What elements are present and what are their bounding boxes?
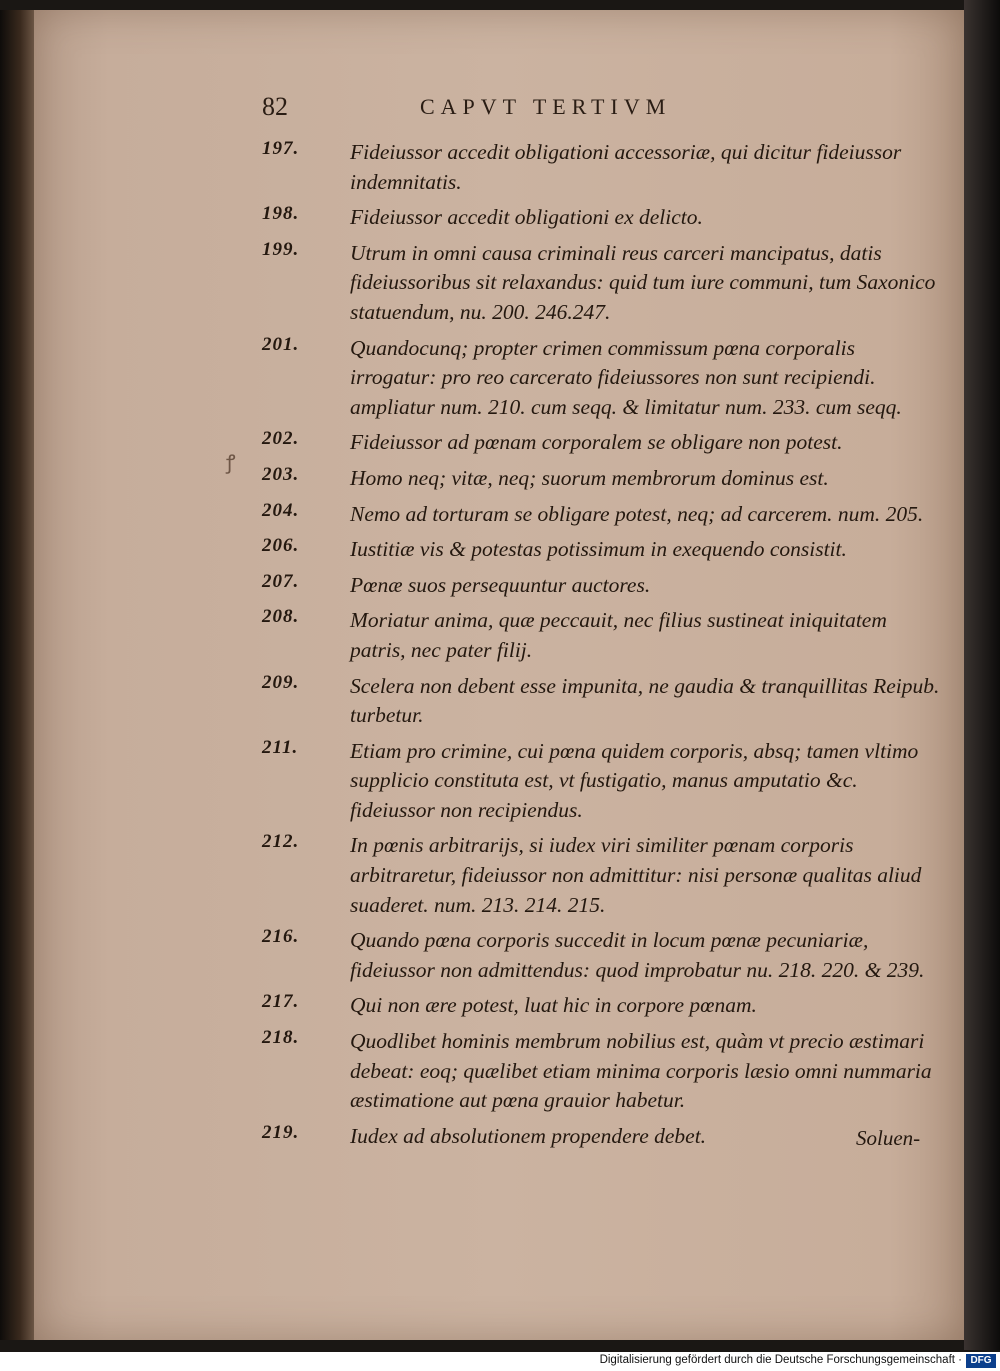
entry-text: Quodlibet hominis membrum nobilius est, quàm vt precio æstimari debeat: eoq; quælibet etiam minima corporis læsio omni nummaria æstimatione aut pœna grauior habetur.	[350, 1029, 932, 1113]
index-entry	[262, 334, 942, 423]
entry-number: 207.	[262, 570, 300, 592]
dfg-logo: DFG	[966, 1354, 996, 1368]
entry-number: 216.	[262, 926, 300, 948]
index-entry	[262, 500, 942, 530]
entry-text: Scelera non debent esse impunita, ne gaudia & tranquillitas Reipub. turbetur.	[350, 673, 940, 728]
entry-number: 199.	[262, 238, 300, 260]
entry-text: Iustitiæ vis & potestas potissimum in exequendo consistit.	[350, 537, 847, 562]
index-entry	[262, 535, 942, 565]
entry-number: 212.	[262, 831, 300, 853]
entry-number: 202.	[262, 428, 300, 450]
page-header	[262, 92, 782, 132]
entry-text: In pœnis arbitrarijs, si iudex viri similiter pœnam corporis arbitraretur, fideiussor non admittitur: nisi personæ qualitas aliud suaderet. num. 213. 214. 215.	[350, 833, 922, 917]
index-entry	[262, 926, 942, 985]
entry-text: Fideiussor accedit obligationi ex delicto.	[350, 205, 703, 230]
entry-text: Quandocunq; propter crimen commissum pœna corporalis irrogatur: pro reo carcerato fideiussores non sunt recipiendi. ampliatur num. 210. cum seqq. & limitatur num. 233. cum seqq.	[350, 335, 902, 419]
entry-number: 218.	[262, 1027, 300, 1049]
entry-text: Qui non ære potest, luat hic in corpore pœnam.	[350, 993, 757, 1018]
entry-text: Fideiussor ad pœnam corporalem se obligare non potest.	[350, 430, 843, 455]
page-edge-shadow	[964, 0, 1000, 1350]
entry-text: Nemo ad torturam se obligare potest, neq; ad carcerem. num. 205.	[350, 501, 924, 526]
index-entries	[262, 138, 942, 1157]
index-entry	[262, 831, 942, 920]
footer-credit: Digitalisierung gefördert durch die Deutsche Forschungsgemeinschaft ·	[599, 1354, 962, 1366]
index-entry	[262, 606, 942, 665]
entry-text: Etiam pro crimine, cui pœna quidem corporis, absq; tamen vltimo supplicio constituta est, vt fustigatio, manus amputatio &c. fideiussor non recipiendus.	[350, 738, 919, 822]
marginal-ink-mark: ꝭ	[226, 450, 236, 474]
entry-number: 217.	[262, 991, 300, 1013]
entry-text: Utrum in omni causa criminali reus carceri mancipatus, datis fideiussoribus sit relaxandus: quid tum iure communi, tum Saxonico statuendum, nu. 200. 246.247.	[350, 240, 936, 324]
index-entry	[262, 203, 942, 233]
entry-number: 206.	[262, 535, 300, 557]
index-entry	[262, 672, 942, 731]
index-entry	[262, 239, 942, 328]
entry-text: Iudex ad absolutionem propendere debet.	[350, 1123, 707, 1148]
entry-text: Homo neq; vitæ, neq; suorum membrorum dominus est.	[350, 465, 829, 490]
catchword: Soluen-	[856, 1126, 921, 1150]
entry-number: 211.	[262, 736, 299, 758]
entry-text: Moriatur anima, quæ peccauit, nec filius sustineat iniquitatem patris, nec pater filij.	[350, 608, 887, 662]
entry-number: 209.	[262, 671, 300, 693]
page-number: 82	[262, 92, 288, 121]
index-entry	[262, 428, 942, 458]
index-entry	[262, 138, 942, 197]
index-entry	[262, 464, 942, 494]
entry-number: 201.	[262, 333, 300, 355]
entry-number: 204.	[262, 499, 300, 521]
entry-text: Quando pœna corporis succedit in locum pœnæ pecuniariæ, fideiussor non admittendus: quod improbatur nu. 218. 220. & 239.	[350, 928, 925, 982]
entry-text: Fideiussor accedit obligationi accessoriæ, qui dicitur fideiussor indemnitatis.	[350, 140, 902, 194]
index-entry	[262, 571, 942, 601]
entry-number: 203.	[262, 463, 300, 485]
index-entry	[262, 1122, 942, 1152]
entry-number: 219.	[262, 1121, 300, 1143]
index-entry	[262, 1027, 942, 1116]
index-entry	[262, 991, 942, 1021]
running-title: CAPVT TERTIVM	[420, 94, 672, 119]
entry-number: 197.	[262, 138, 300, 159]
entry-text: Pœnæ suos persequuntur auctores.	[350, 572, 651, 597]
index-entry	[262, 737, 942, 826]
entry-number: 198.	[262, 203, 300, 225]
book-spine	[0, 10, 34, 1340]
entry-number: 208.	[262, 606, 300, 628]
